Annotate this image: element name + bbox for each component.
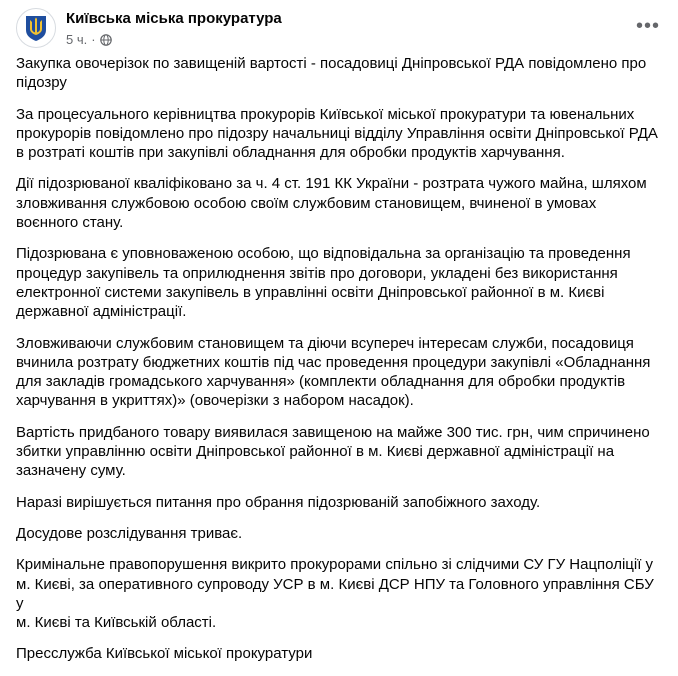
page-avatar[interactable] [16,8,56,48]
meta-separator: · [91,32,96,47]
post-paragraph: Наразі вирішується питання про обрання підозрюваній запобіжного заходу. [16,493,541,511]
post-signature: Пресслужба Київської міської прокуратури [16,645,313,663]
post-paragraph: Підозрювана є уповноваженою особою, що відповідальна за організацію та проведення процедур закупівель та оприлюднення звітів про договори, укладені без використання електронної системи закупівель в управлінні освіти Дніпровської районної в м. Києві державної адміністрації. [16,245,631,321]
post-meta [66,32,112,47]
post-header [16,8,662,52]
trident-emblem-icon [24,14,48,42]
more-horizontal-icon: ••• [635,15,660,37]
post-paragraph: Вартість придбаного товару виявилася завищеною на майже 300 тис. грн, чим спричинено збитки управлінню освіти Дніпровської районної в м. Києві державної адміністрації на зазначену суму. [16,423,650,480]
post-paragraph: За процесуального керівництва прокурорів Київської міської прокуратури та ювенальних прокурорів повідомлено про підозру начальниці відділу Управління освіти Дніпровської РДА в розтраті коштів при закупівлі обладнання для обробки продуктів харчування. [16,105,658,162]
post-paragraph: Зловживаючи службовим становищем та діючи всупереч інтересам служби, посадовиця вчинила розтрату бюджетних коштів під час проведення процедури закупівлі «Обладнання для закладів громадського харчування» (комплекти обладнання для обробки продуктів харчування в укриттях)» (овочерізки з набором насадок). [16,334,651,410]
post-timestamp[interactable]: 5 ч. [66,32,88,47]
post-paragraph: Кримінальне правопорушення викрито прокурорами спільно зі слідчими СУ ГУ Нацполіції у м. Києві, за оперативного супроводу УСР в м. Києві ДСР НПУ та Головного управління СБУ у м. Києві та Київській області. [16,556,654,632]
post-body [16,54,664,676]
post-options-button[interactable] [630,8,666,44]
post-paragraph: Дії підозрюваної кваліфіковано за ч. 4 ст. 191 КК України - розтрата чужого майна, шляхом зловживання службовою особою своїм службовим становищем, вчиненої в умовах воєнного стану. [16,175,647,232]
post-paragraph: Досудове розслідування триває. [16,524,243,542]
post-paragraph: Закупка овочерізок по завищеній вартості - посадовиці Дніпровської РДА повідомлено про підозру [16,55,647,92]
page-name[interactable]: Київська міська прокуратура [66,10,282,27]
globe-icon [100,34,112,46]
